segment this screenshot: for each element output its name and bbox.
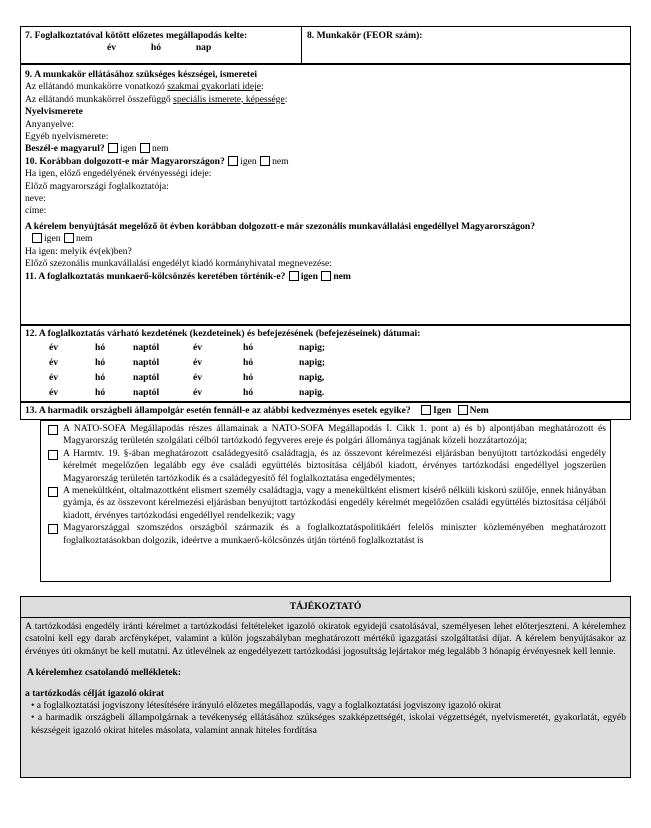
seasonal-issuer[interactable]: Előző szezonális munkavállalási engedélyt kiadó kormányhivatal megnevezése: bbox=[25, 258, 332, 270]
option-neighbour-country: Magyarországgal szomszédos országból származik és a foglalkoztatáspolitikáért felelős miniszter közleményében meghatározott foglalkoztatásokban dolgozik, ideértve a munkaerő-kölcsönzés útján történő foglalkoztatást is bbox=[41, 522, 606, 547]
info-box bbox=[20, 596, 631, 778]
date-row[interactable] bbox=[25, 370, 626, 385]
date-row[interactable] bbox=[25, 340, 626, 355]
start-month-label: hó bbox=[95, 372, 106, 384]
leasing-yes-checkbox[interactable] bbox=[289, 271, 299, 281]
start-year-label: év bbox=[49, 342, 59, 354]
speaks-yes-checkbox[interactable] bbox=[108, 143, 118, 153]
dates-title: 12. A foglalkoztatás várható kezdetének (kezdeteinek) és befejezésének (befejezéseinek) dátumai: bbox=[25, 328, 421, 339]
end-day-label: napig; bbox=[299, 357, 326, 369]
prev-employer-address[interactable]: címe: bbox=[25, 205, 47, 217]
end-year-label: év bbox=[193, 372, 203, 384]
preferential-yes-checkbox[interactable] bbox=[421, 405, 431, 415]
end-year-label: év bbox=[193, 342, 203, 354]
section-9-11 bbox=[20, 64, 631, 326]
start-year-label: év bbox=[49, 372, 59, 384]
start-month-label: hó bbox=[95, 342, 106, 354]
start-day-label: naptól bbox=[133, 357, 160, 369]
leasing-line: 11. A foglalkoztatás munkaerő-kölcsönzés keretében történik-e? igen nem bbox=[25, 270, 351, 282]
end-month-label: hó bbox=[243, 342, 254, 354]
start-year-label: év bbox=[49, 357, 59, 369]
seasonal-years[interactable]: Ha igen: melyik év(ek)ben? bbox=[25, 245, 132, 257]
year-label: év bbox=[107, 42, 117, 54]
practice-line[interactable]: Az ellátandó munkakörre vonatkozó szakmai gyakorlati ideje: bbox=[25, 81, 264, 93]
leasing-no-checkbox[interactable] bbox=[321, 271, 331, 281]
end-month-label: hó bbox=[243, 387, 254, 399]
worked-yes-checkbox[interactable] bbox=[228, 156, 238, 166]
option-refugee-family: A menekültként, oltalmazottként elismert személy családtagja, vagy a menekültként elismert kísérő nélküli kiskorú szülője, ennek hiányában gyámja, és az összevont kérelmezési eljárásban benyújtott tartózkodási engedély kérelmét megelőzően családi együttélés biztosítása céljából kiadott, érvényes tartózkodási engedéllyel rendelkezik; vagy bbox=[41, 485, 606, 522]
date-rows bbox=[25, 340, 626, 400]
start-day-label: naptól bbox=[133, 372, 160, 384]
worked-no-checkbox[interactable] bbox=[260, 156, 270, 166]
date-row[interactable] bbox=[25, 355, 626, 370]
info-title: TÁJÉKOZTATÓ bbox=[21, 597, 630, 618]
seasonal-no-checkbox[interactable] bbox=[64, 233, 74, 243]
date-row[interactable] bbox=[25, 385, 626, 400]
section-12 bbox=[20, 324, 631, 402]
start-month-label: hó bbox=[95, 387, 106, 399]
seasonal-question: A kérelem benyújtását megelőző öt évben korábban dolgozott-e már szezonális munkavállalási engedéllyel Magyarországon? bbox=[25, 220, 536, 232]
end-year-label: év bbox=[193, 387, 203, 399]
seasonal-answer: igen nem bbox=[25, 233, 626, 245]
option-refugee-checkbox[interactable] bbox=[48, 487, 58, 497]
end-month-label: hó bbox=[243, 372, 254, 384]
preferential-question: 13. A harmadik országbeli állampolgár esetén fennáll-e az alábbi kedvezményes esetek egyike? Igen Nem bbox=[25, 405, 489, 416]
purpose-doc-title: a tartózkodás célját igazoló okirat bbox=[25, 687, 165, 699]
feor-label: 8. Munkakör (FEOR szám): bbox=[307, 30, 423, 41]
start-day-label: naptól bbox=[133, 342, 160, 354]
prev-employer-name[interactable]: neve: bbox=[25, 193, 46, 205]
month-label: hó bbox=[150, 42, 162, 54]
section-13 bbox=[20, 402, 631, 420]
day-label: nap bbox=[195, 42, 212, 54]
language-title: Nyelvismerete bbox=[25, 106, 83, 118]
agreement-date-label: 7. Foglalkoztatóval kötött előzetes megállapodás kelte: bbox=[25, 30, 248, 41]
worked-before-line: 10. Korábban dolgozott-e már Magyarországon? igen nem bbox=[25, 155, 289, 167]
start-month-label: hó bbox=[95, 357, 106, 369]
attachments-title: A kérelemhez csatolandó mellékletek: bbox=[27, 667, 182, 679]
option-nato-sofa: A NATO-SOFA Megállapodás részes államainak a NATO-SOFA Megállapodás I. Cikk 1. pont a) és b) alpontjában meghatározott és Magyarország területén szolgálati célból tartózkodó fegyveres ereje és polgári állománya tagjának közeli hozzátartozója; bbox=[41, 423, 606, 448]
bullet-qualifications: • a harmadik országbeli állampolgárnak a tevékenység ellátásához szükséges szakképzettségét, iskolai végzettségét, nyelvismeretét, gyakorlatát, egyéb készségeit igazoló okirat hiteles másolata, valamint annak hiteles fordítása bbox=[31, 712, 626, 736]
start-year-label: év bbox=[49, 387, 59, 399]
speaks-no-checkbox[interactable] bbox=[140, 143, 150, 153]
end-day-label: napig. bbox=[299, 387, 325, 399]
start-day-label: naptól bbox=[133, 387, 160, 399]
end-month-label: hó bbox=[243, 357, 254, 369]
end-year-label: év bbox=[193, 357, 203, 369]
end-day-label: napig; bbox=[299, 342, 326, 354]
end-day-label: napig, bbox=[299, 372, 325, 384]
speaks-hungarian-line: Beszél-e magyarul? igen nem bbox=[25, 143, 169, 155]
seasonal-yes-checkbox[interactable] bbox=[32, 233, 42, 243]
section-7-8 bbox=[20, 26, 631, 64]
feor-cell[interactable] bbox=[302, 27, 630, 63]
prev-employer: Előző magyarországi foglalkoztatója: bbox=[25, 180, 169, 192]
other-language-line[interactable]: Egyéb nyelvismerete: bbox=[25, 131, 109, 143]
agreement-date-cell[interactable] bbox=[21, 27, 302, 63]
option-neighbour-checkbox[interactable] bbox=[48, 524, 58, 534]
section-13-options bbox=[40, 420, 611, 582]
mother-tongue-line[interactable]: Anyanyelve: bbox=[25, 118, 75, 130]
prev-permit-validity[interactable]: Ha igen, előző engedélyének érvényességi ideje: bbox=[25, 168, 212, 180]
preferential-no-checkbox[interactable] bbox=[458, 405, 468, 415]
special-skills-line[interactable]: Az ellátandó munkakörrel összefüggő speciális ismerete, képessége: bbox=[25, 93, 288, 105]
skills-title: 9. A munkakör ellátásához szükséges készségei, ismeretei bbox=[25, 69, 258, 80]
bullet-agreement: • a foglalkoztatási jogviszony létesítésére irányuló előzetes megállapodás, vagy a foglalkoztatási jogviszony igazoló okirat bbox=[31, 700, 502, 712]
option-family-checkbox[interactable] bbox=[48, 450, 58, 460]
option-family-reunion: A Harmtv. 19. §-ában meghatározott családegyesítő családtagja, és az összevont kérelmezési eljárásban benyújtott tartózkodási engedély kérelmét megelőzően legalább egy éve családi együttélés biztosítása céljából kiadott, érvényes tartózkodási engedéllyel jogszerűen Magyarország területén tartózkodik és a családegyesítő fél foglalkoztatása engedélymentes; bbox=[41, 448, 606, 485]
option-nato-checkbox[interactable] bbox=[48, 425, 58, 435]
info-paragraph: A tartózkodási engedély iránti kérelmet a tartózkodási feltételeket igazoló okiratok egyidejű csatolásával, személyesen lehet előterjeszteni. A kérelemhez csatolni kell egy darab arcfényképet, valamint a külön jogszabályban meghatározott mértékű igazgatási szolgáltatási díjat. A kérelem benyújtásakor az érvényes úti okmányt be kell mutatni. Az útlevélnek az engedélyezett tartózkodási jogosultság lejártakor még legalább 3 hónapig érvényesnek kell lennie. bbox=[25, 621, 626, 657]
